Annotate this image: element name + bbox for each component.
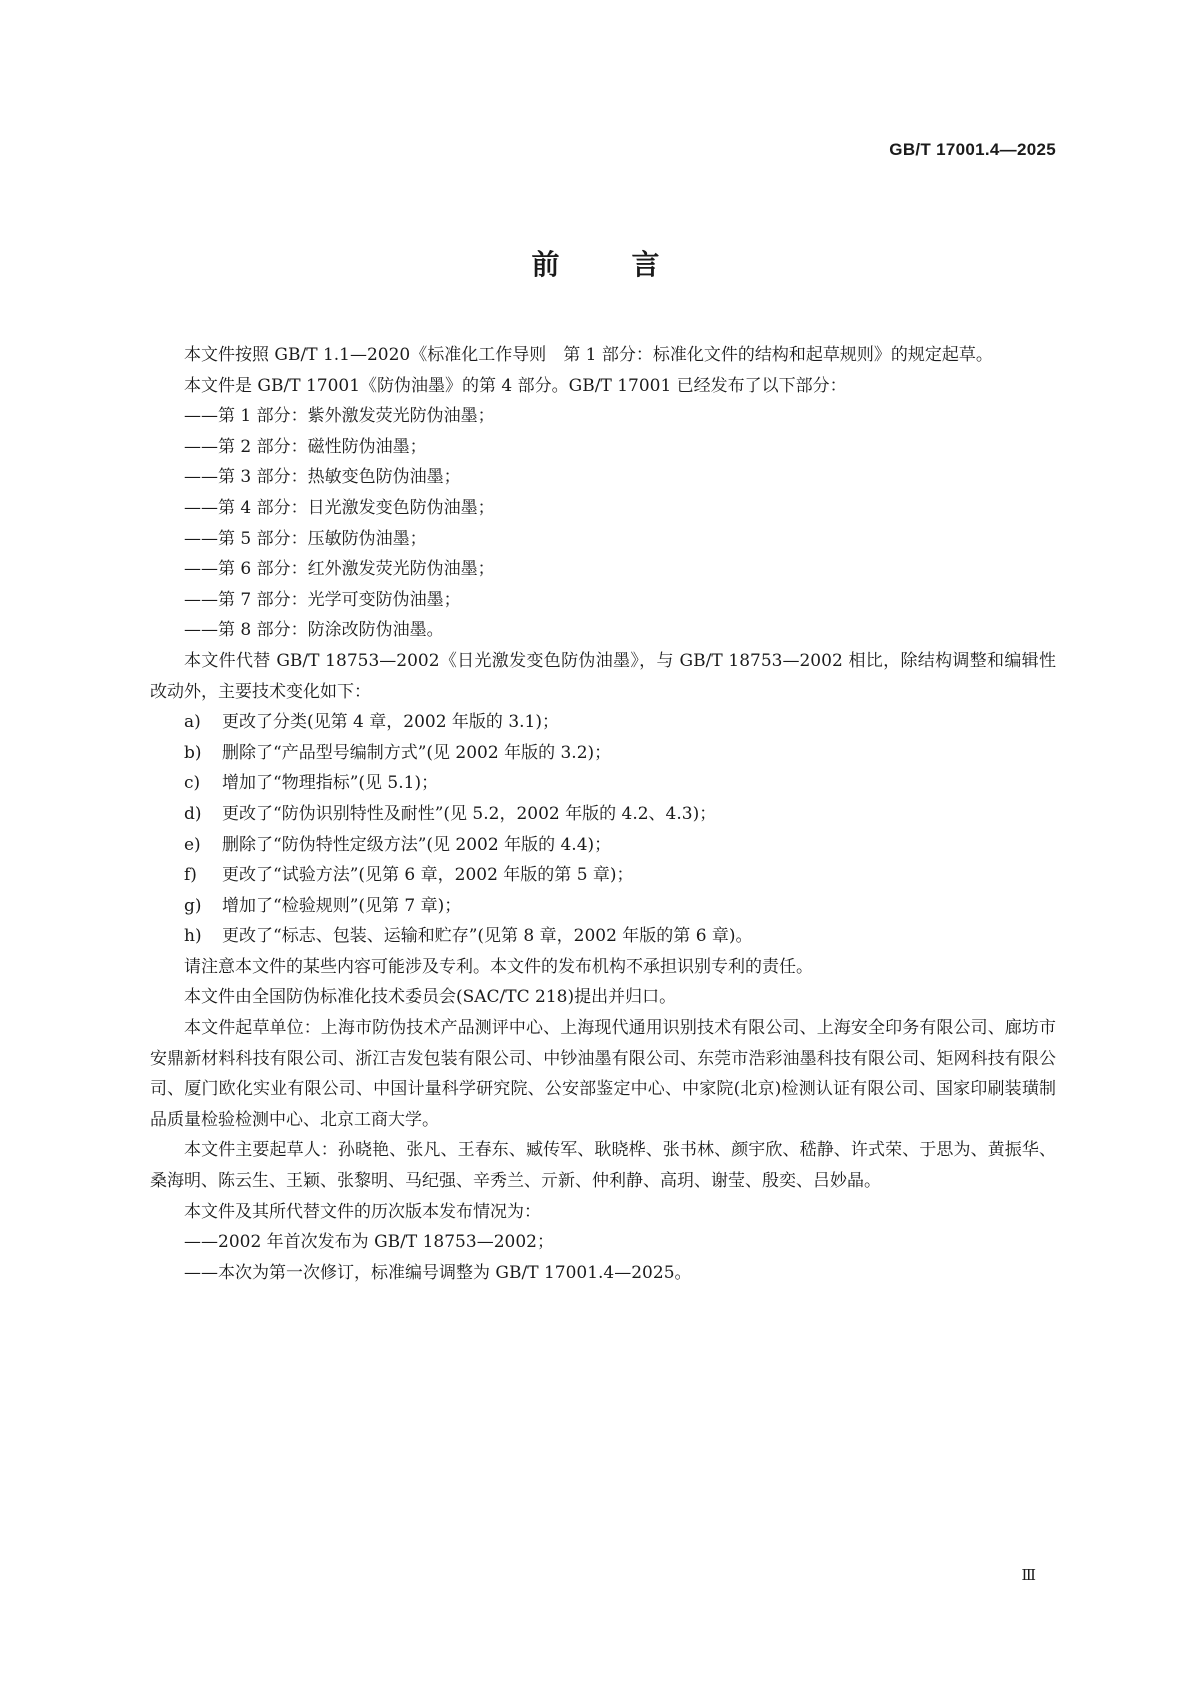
change-text: 删除了“防伪特性定级方法”(见 2002 年版的 4.4)； (222, 834, 612, 855)
change-item (150, 891, 1056, 922)
replacement-paragraph: 本文件代替 GB/T 18753—2002《日光激发变色防伪油墨》，与 GB/T 18753—2002 相比，除结构调整和编辑性改动外，主要技术变化如下： (150, 650, 1056, 702)
part-item: ——第 2 部分：磁性防伪油墨； (184, 436, 427, 457)
history-item: ——2002 年首次发布为 GB/T 18753—2002； (184, 1232, 554, 1253)
page-title (0, 243, 1191, 283)
part-item: ——第 3 部分：热敏变色防伪油墨； (184, 467, 461, 488)
change-text: 更改了分类(见第 4 章，2002 年版的 3.1)； (222, 712, 559, 733)
change-text: 更改了“防伪识别特性及耐性”(见 5.2，2002 年版的 4.2、4.3)； (222, 803, 717, 824)
change-text: 增加了“检验规则”(见第 7 章)； (222, 895, 462, 916)
foreword-body (150, 340, 1056, 1288)
change-label: f) (184, 865, 197, 886)
change-text: 增加了“物理指标”(见 5.1)； (222, 773, 439, 794)
drafting-units: 本文件起草单位：上海市防伪技术产品测评中心、上海现代通用识别技术有限公司、上海安全印务有限公司、廊坊市安鼎新材料科技有限公司、浙江吉发包装有限公司、中钞油墨有限公司、东莞市浩彩油墨科技有限公司、矩网科技有限公司、厦门欧化实业有限公司、中国计量科学研究院、公安部鉴定中心、中家院(北京)检测认证有限公司、国家印刷装璜制品质量检验检测中心、北京工商大学。 (150, 1018, 1056, 1130)
intro-paragraph-2: 本文件是 GB/T 17001《防伪油墨》的第 4 部分。GB/T 17001 已经发布了以下部分： (184, 375, 847, 396)
change-text: 更改了“试验方法”(见第 6 章，2002 年版的第 5 章)； (222, 865, 634, 886)
part-item: ——第 5 部分：压敏防伪油墨； (184, 528, 427, 549)
change-label: a) (184, 712, 201, 733)
drafters: 本文件主要起草人：孙晓艳、张凡、王春东、臧传军、耿晓桦、张书林、颜宇欣、嵇静、许式荣、于思为、黄振华、桑海明、陈云生、王颖、张黎明、马纪强、辛秀兰、亓新、仲利静、高玥、谢莹、殷奕、吕妙晶。 (150, 1140, 1056, 1192)
change-label: g) (184, 895, 202, 916)
part-item: ——第 1 部分：紫外激发荧光防伪油墨； (184, 406, 495, 427)
part-item: ——第 7 部分：光学可变防伪油墨； (184, 589, 461, 610)
title-char-1: 前 (531, 248, 560, 281)
change-label: b) (184, 742, 202, 763)
part-item: ——第 4 部分：日光激发变色防伪油墨； (184, 497, 495, 518)
page-number: Ⅲ (1021, 1566, 1036, 1584)
change-text: 更改了“标志、包装、运输和贮存”(见第 8 章，2002 年版的第 6 章)。 (222, 926, 753, 947)
change-label: h) (184, 926, 202, 947)
history-item: ——本次为第一次修订，标准编号调整为 GB/T 17001.4—2025。 (184, 1262, 692, 1283)
change-item (150, 860, 1056, 891)
change-label: e) (184, 834, 201, 855)
change-text: 删除了“产品型号编制方式”(见 2002 年版的 3.2)； (222, 742, 612, 763)
part-item: ——第 6 部分：红外激发荧光防伪油墨； (184, 559, 495, 580)
change-item (150, 738, 1056, 769)
proposed-by: 本文件由全国防伪标准化技术委员会(SAC/TC 218)提出并归口。 (184, 987, 677, 1008)
change-label: d) (184, 803, 202, 824)
part-item: ——第 8 部分：防涂改防伪油墨。 (184, 620, 444, 641)
title-char-2: 言 (631, 248, 660, 281)
patent-note: 请注意本文件的某些内容可能涉及专利。本文件的发布机构不承担识别专利的责任。 (184, 956, 813, 977)
change-item (150, 799, 1056, 830)
change-label: c) (184, 773, 201, 794)
change-item (150, 921, 1056, 952)
document-number: GB/T 17001.4—2025 (889, 140, 1056, 159)
history-intro: 本文件及其所代替文件的历次版本发布情况为： (184, 1201, 541, 1222)
intro-paragraph-1: 本文件按照 GB/T 1.1—2020《标准化工作导则 第 1 部分：标准化文件的结构和起草规则》的规定起草。 (184, 345, 993, 365)
change-item (150, 707, 1056, 738)
change-item (150, 768, 1056, 799)
change-item (150, 830, 1056, 861)
